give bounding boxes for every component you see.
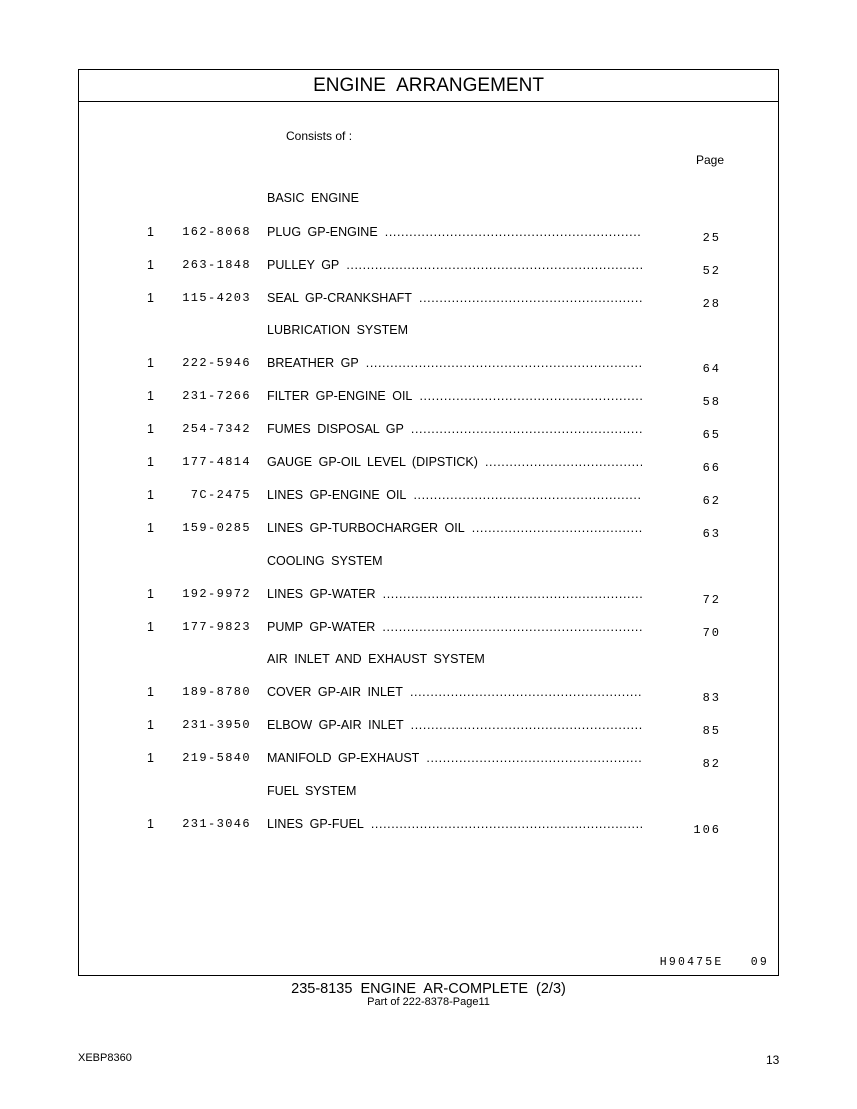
parts-row <box>79 488 778 508</box>
page-reference: 66 <box>702 461 721 475</box>
parts-row <box>79 422 778 442</box>
parts-row <box>79 356 778 376</box>
part-number: 219-5840 <box>182 751 251 765</box>
page-reference: 52 <box>702 264 721 278</box>
part-number: 231-7266 <box>182 389 251 403</box>
page-reference: 65 <box>702 428 721 442</box>
parts-row <box>79 718 778 738</box>
part-description: MANIFOLD GP-EXHAUST ..... <box>267 751 642 765</box>
page-column-header: Page <box>696 153 725 167</box>
page-reference: 83 <box>702 691 721 705</box>
parts-row <box>79 225 778 245</box>
page-reference: 64 <box>702 362 721 376</box>
parts-list-frame <box>78 69 779 976</box>
section-heading-air-inlet-exhaust: AIR INLET AND EXHAUST SYSTEM <box>267 652 485 666</box>
quantity: 1 <box>147 356 154 370</box>
part-description: LINES GP-ENGINE OIL ..... <box>267 488 642 502</box>
section-heading-lubrication-system: LUBRICATION SYSTEM <box>267 323 408 337</box>
parts-row <box>79 258 778 278</box>
part-description: SEAL GP-CRANKSHAFT ..... <box>267 291 642 305</box>
parts-row <box>79 751 778 771</box>
page-reference: 63 <box>702 527 721 541</box>
part-number: 177-9823 <box>182 620 251 634</box>
quantity: 1 <box>147 620 154 634</box>
page-number: 13 <box>766 1053 780 1067</box>
part-description: BREATHER GP ..... <box>267 356 642 370</box>
part-description: ELBOW GP-AIR INLET ..... <box>267 718 642 732</box>
page-title: ENGINE ARRANGEMENT <box>79 70 778 102</box>
page-reference: 58 <box>702 395 721 409</box>
part-number: 222-5946 <box>182 356 251 370</box>
page-reference: 82 <box>702 757 721 771</box>
part-number: 263-1848 <box>182 258 251 272</box>
part-number: 231-3046 <box>182 817 251 831</box>
quantity: 1 <box>147 817 154 831</box>
parts-row <box>79 291 778 311</box>
page-reference: 70 <box>702 626 721 640</box>
quantity: 1 <box>147 389 154 403</box>
quantity: 1 <box>147 225 154 239</box>
section-heading-cooling-system: COOLING SYSTEM <box>267 554 383 568</box>
part-number: 159-0285 <box>182 521 251 535</box>
quantity: 1 <box>147 587 154 601</box>
part-description: PULLEY GP ..... <box>267 258 642 272</box>
part-description: LINES GP-WATER ..... <box>267 587 642 601</box>
quantity: 1 <box>147 455 154 469</box>
document-number: XEBP8360 <box>78 1052 132 1064</box>
section-heading-fuel-system: FUEL SYSTEM <box>267 784 357 798</box>
part-description: COVER GP-AIR INLET ..... <box>267 685 642 699</box>
page-reference: 85 <box>702 724 721 738</box>
illustration-reference-code: H90475E 09 <box>659 956 769 969</box>
quantity: 1 <box>147 488 154 502</box>
parts-row <box>79 817 778 837</box>
part-number: 192-9972 <box>182 587 251 601</box>
parts-row <box>79 587 778 607</box>
part-description: LINES GP-FUEL ..... <box>267 817 642 831</box>
part-description: FILTER GP-ENGINE OIL ..... <box>267 389 642 403</box>
parts-row <box>79 521 778 541</box>
group-subcaption: Part of 222-8378-Page11 <box>367 996 490 1008</box>
page-reference: 106 <box>693 823 721 837</box>
part-number: 254-7342 <box>182 422 251 436</box>
consists-of-label: Consists of : <box>286 129 353 143</box>
part-description: GAUGE GP-OIL LEVEL (DIPSTICK) ..... <box>267 455 642 469</box>
part-number: 231-3950 <box>182 718 251 732</box>
part-description: PLUG GP-ENGINE ..... <box>267 225 642 239</box>
page-reference: 28 <box>702 297 721 311</box>
part-number: 162-8068 <box>182 225 251 239</box>
section-heading-basic-engine: BASIC ENGINE <box>267 191 359 205</box>
quantity: 1 <box>147 422 154 436</box>
part-number: 177-4814 <box>182 455 251 469</box>
group-caption: 235-8135 ENGINE AR-COMPLETE (2/3) <box>291 981 566 997</box>
page-reference: 25 <box>702 231 721 245</box>
part-number: 189-8780 <box>182 685 251 699</box>
part-description: FUMES DISPOSAL GP ..... <box>267 422 642 436</box>
parts-row <box>79 455 778 475</box>
quantity: 1 <box>147 258 154 272</box>
page-reference: 72 <box>702 593 721 607</box>
quantity: 1 <box>147 685 154 699</box>
quantity: 1 <box>147 718 154 732</box>
parts-row <box>79 389 778 409</box>
quantity: 1 <box>147 521 154 535</box>
quantity: 1 <box>147 291 154 305</box>
part-description: PUMP GP-WATER ..... <box>267 620 642 634</box>
page-reference: 62 <box>702 494 721 508</box>
part-number: 7C-2475 <box>190 488 251 502</box>
part-number: 115-4203 <box>182 291 251 305</box>
part-description: LINES GP-TURBOCHARGER OIL ..... <box>267 521 642 535</box>
quantity: 1 <box>147 751 154 765</box>
parts-row <box>79 685 778 705</box>
parts-row <box>79 620 778 640</box>
